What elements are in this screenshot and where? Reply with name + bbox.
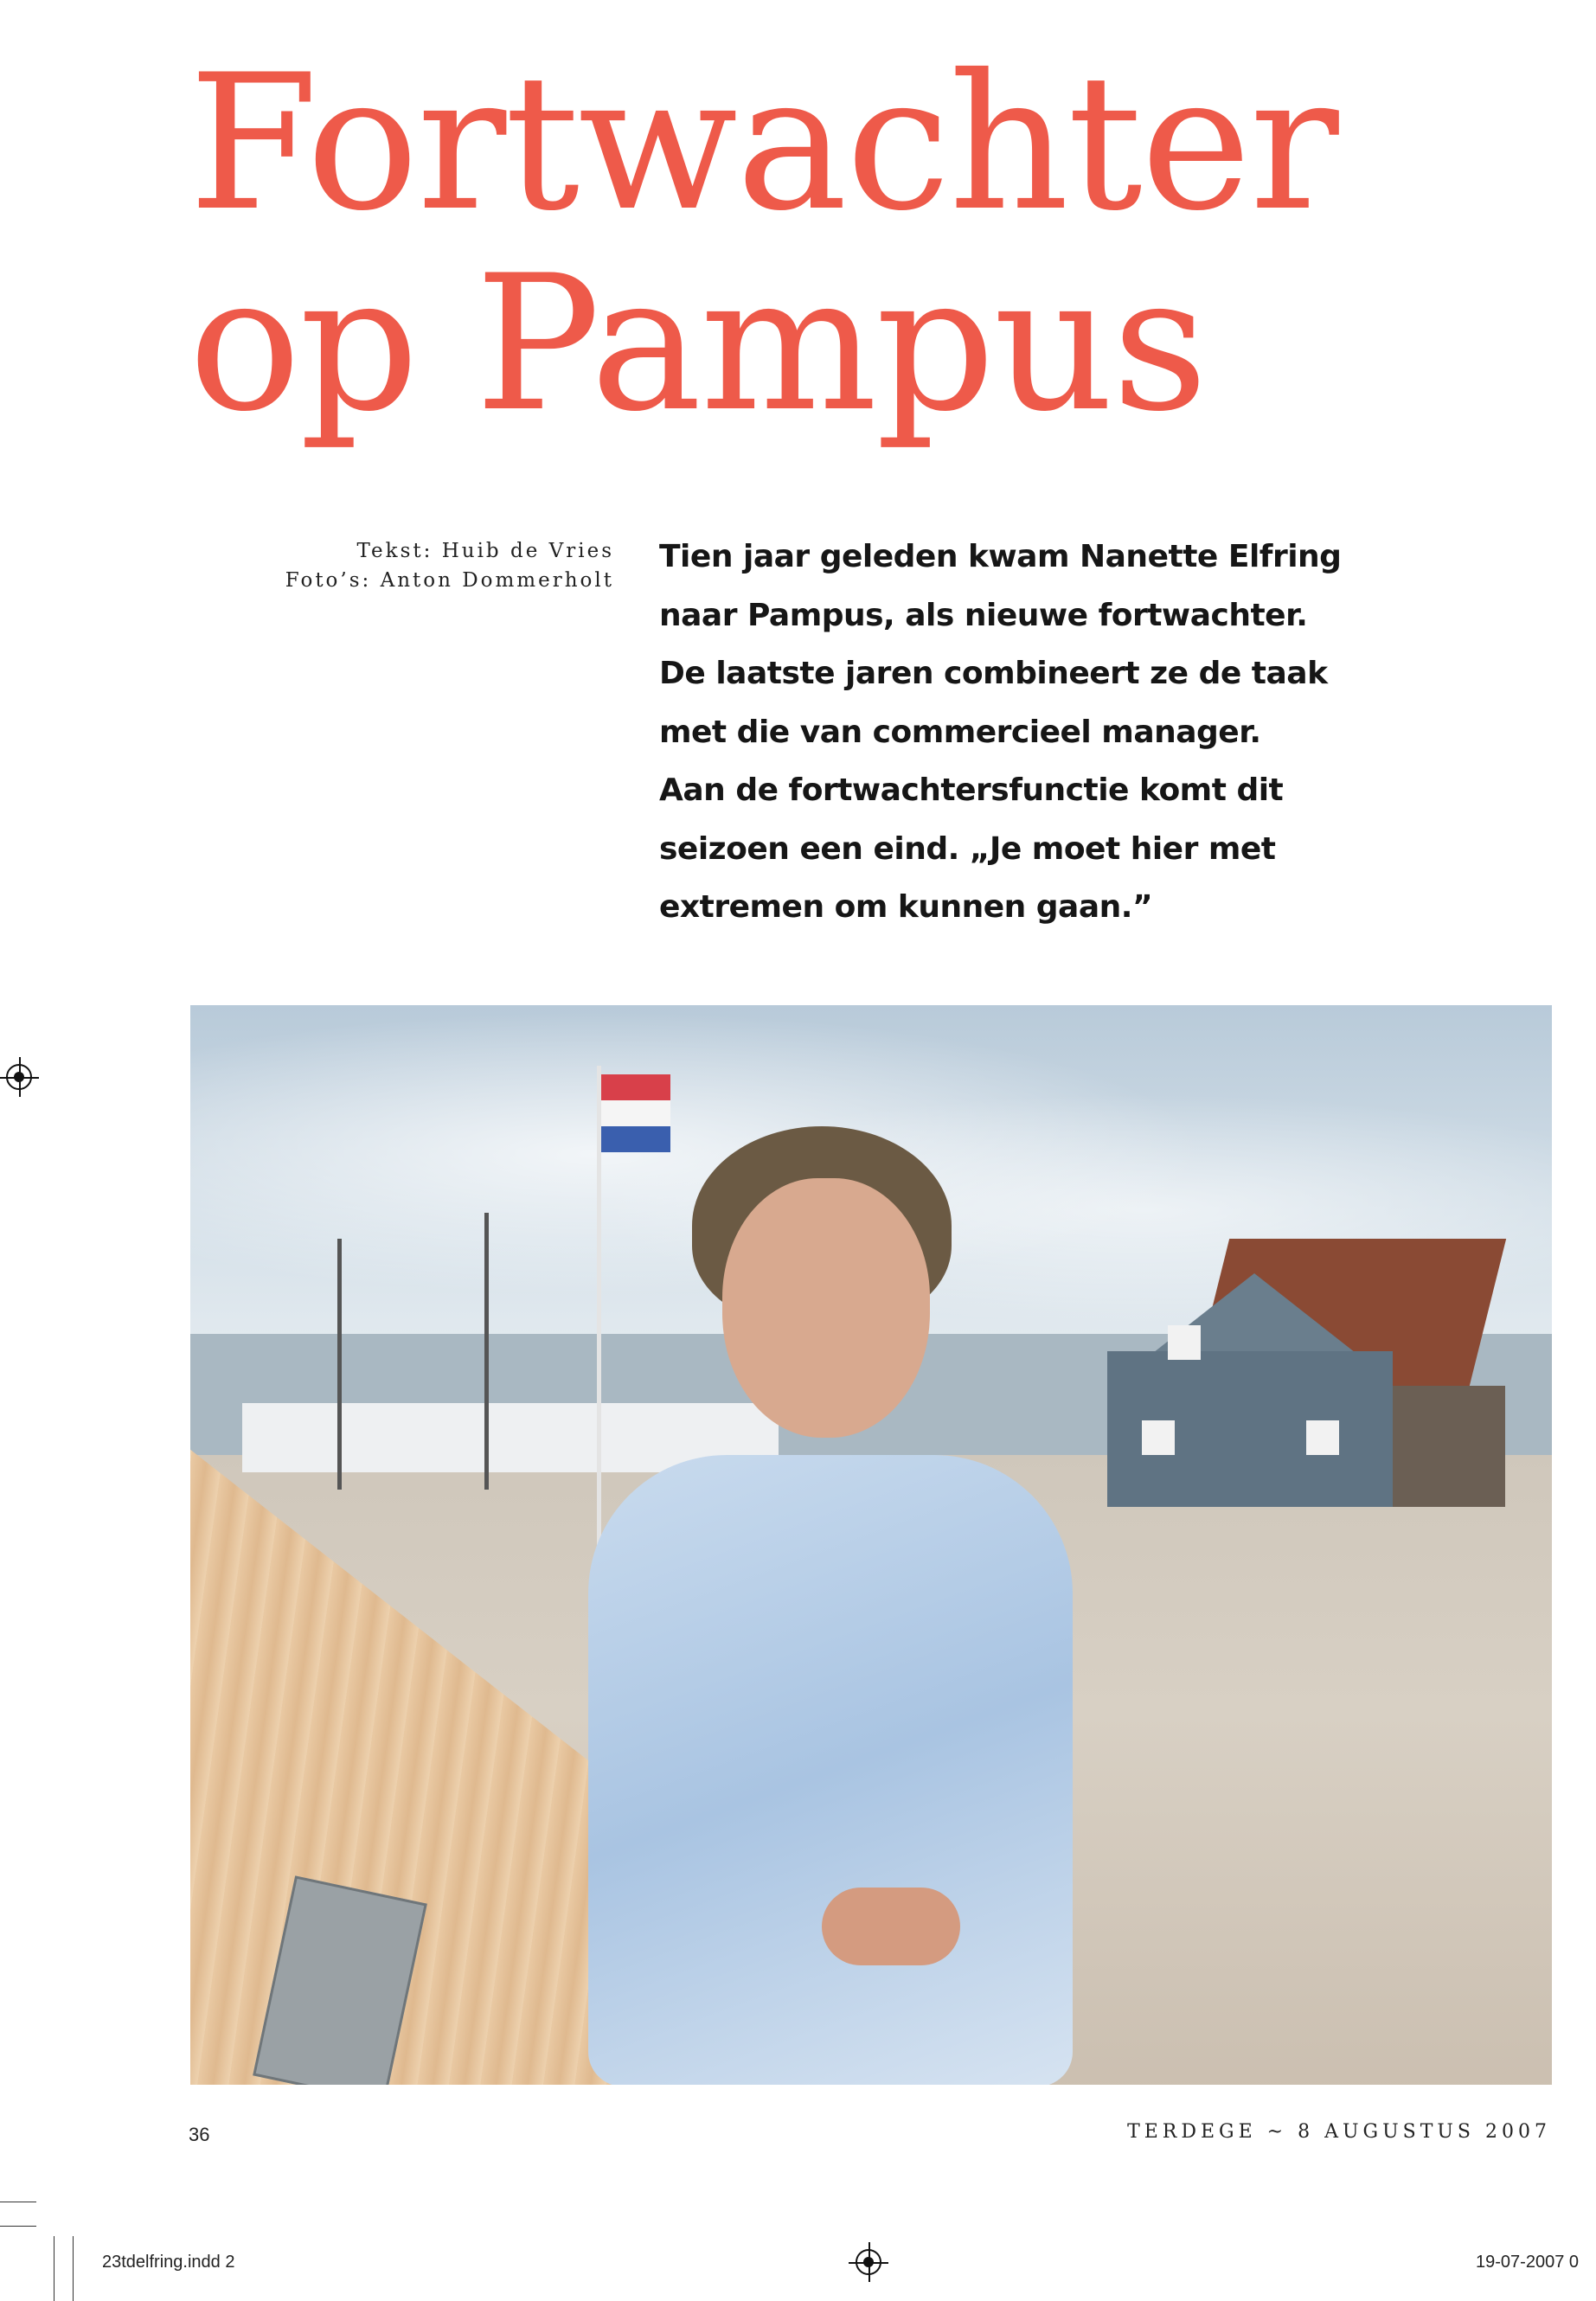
author-credit: Tekst: Huib de Vries — [356, 540, 614, 562]
title-line-2: op Pampus — [189, 235, 1207, 452]
article-credits — [216, 536, 614, 595]
registration-mark-icon — [856, 2249, 881, 2275]
print-slug-file: 23tdelfring.indd 2 — [102, 2253, 235, 2272]
photographer-credit: Foto’s: Anton Dommerholt — [285, 569, 614, 592]
page-number: 36 — [189, 2124, 210, 2145]
house-window — [1142, 1420, 1175, 1455]
intro-line: extremen om kunnen gaan.” — [659, 889, 1153, 925]
registration-mark-dot — [863, 2257, 874, 2267]
registration-mark-icon — [6, 1064, 32, 1090]
magazine-issue-line: TERDEGE ~ 8 AUGUSTUS 2007 — [1127, 2121, 1551, 2143]
intro-line: De laatste jaren combineert ze de taak — [659, 656, 1328, 691]
title-line-1: Fortwachter — [189, 35, 1337, 252]
crop-mark — [0, 2226, 36, 2227]
registration-mark-dot — [14, 1072, 24, 1082]
intro-line: naar Pampus, als nieuwe fortwachter. — [659, 597, 1308, 633]
feature-photo — [190, 1005, 1552, 2085]
photo-person — [588, 1126, 1073, 2085]
photo-house — [1107, 1239, 1505, 1507]
intro-paragraph — [659, 528, 1368, 937]
photo-mast — [484, 1213, 489, 1490]
article-title — [189, 35, 1538, 452]
house-side — [1393, 1386, 1505, 1507]
house-window — [1306, 1420, 1339, 1455]
crop-mark — [73, 2236, 74, 2301]
house-window — [1168, 1325, 1201, 1360]
person-hand — [822, 1888, 960, 1965]
photo-mast — [337, 1239, 342, 1490]
person-face — [722, 1178, 930, 1438]
print-slug-date: 19-07-2007 0 — [1476, 2253, 1579, 2272]
intro-line: Tien jaar geleden kwam Nanette Elfring — [659, 539, 1342, 574]
intro-line: met die van commercieel manager. — [659, 714, 1261, 750]
intro-line: Aan de fortwachtersfunctie komt dit — [659, 772, 1284, 808]
person-shirt — [588, 1455, 1073, 2085]
intro-line: seizoen een eind. „Je moet hier met — [659, 830, 1276, 867]
